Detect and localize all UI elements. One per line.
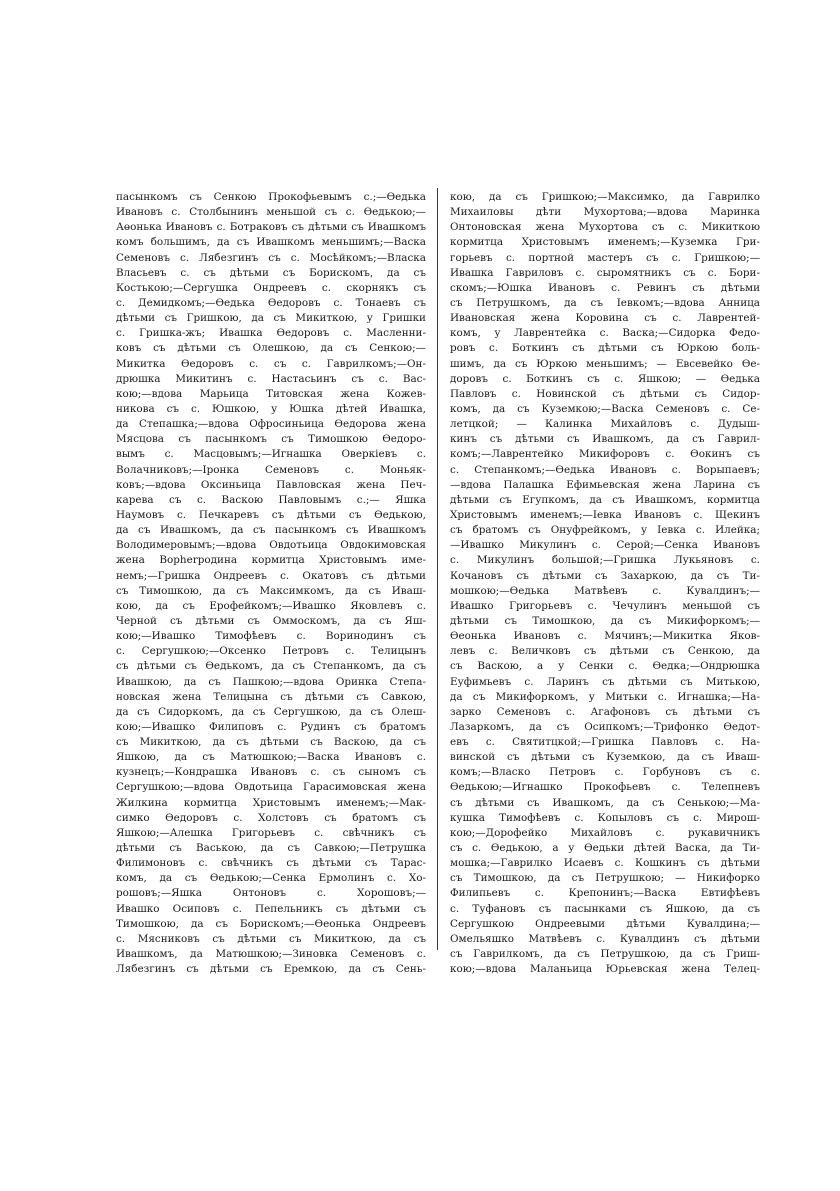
text-line: кою, да съ Ерофейкомъ;—Ивашко Яковлевъ с. — [116, 599, 426, 612]
text-line: да съ Сидоркомъ, да съ Сергушкою, да съ Олеш- — [116, 705, 426, 718]
left-text-column — [116, 190, 426, 977]
text-line: пасынкомъ съ Сенкою Прокофьевымъ с.;—Өедька — [116, 191, 426, 203]
text-line: рошовъ;—Яшка Онтоновъ с. Хорошовъ;— — [116, 887, 426, 900]
text-line: с. Туфановъ съ пасынками съ Яшкою, да съ — [450, 902, 760, 915]
text-line: Тимошкою, да съ Борискомъ;—Өеонька Ондреевъ — [116, 917, 426, 930]
text-line: кою;—вдова Маланьица Юрьевская жена Телец- — [450, 963, 760, 976]
text-line: Филипьевъ с. Крепонинъ;—Васка Евтифѣевъ — [450, 887, 760, 900]
text-line: симко Өедоровъ с. Холстовъ съ братомъ съ — [116, 811, 426, 824]
text-line: Онтоновская жена Мухортова съ с. Микиткою — [450, 221, 760, 234]
text-line: Ивашко Григорьевъ с. Чечулинъ меньшой съ — [450, 599, 760, 612]
text-line: да съ Микифоркомъ, у Митьки с. Игнашка;—На- — [450, 690, 760, 703]
text-line: дѣтьми съ Ваською, да съ Савкою;—Петрушка — [116, 842, 426, 855]
text-line: съ Микиткою, да съ дѣтьми съ Васкою, да съ — [116, 736, 426, 749]
text-line: Наумовъ с. Печкаревъ съ дѣтьми съ Өедькою, — [116, 508, 426, 521]
text-line: —Ивашко Микулинъ с. Серой;—Сенка Ивановъ — [450, 539, 760, 552]
text-line: съ дѣтьми съ Ивашкомъ, да съ Сенькою;—Ма- — [450, 796, 760, 809]
text-line: комъ, у Лаврентейка с. Васка;—Сидорка Федо- — [450, 327, 760, 340]
text-line: мошка;—Гаврилко Исаевъ с. Кошкинъ съ дѣтьми — [450, 857, 760, 870]
text-line: Христовымъ именемъ;—Іевка Ивановъ с. Щекинъ — [450, 508, 760, 521]
text-line: Яшкою, да съ Матюшкою;—Васка Ивановъ с. — [116, 751, 426, 764]
text-line: —вдова Палашка Ефимьевская жена Ларина съ — [450, 478, 760, 491]
text-line: горьевъ с. портной мастеръ съ с. Гришкою;— — [450, 251, 760, 264]
text-line: Володимеровымъ;—вдова Овдотьица Овдокимовская — [116, 539, 426, 552]
text-line: Еуфимьевъ с. Ларинъ съ дѣтьми съ Митькою, — [450, 675, 760, 688]
text-line: Кочановъ съ дѣтьми съ Захаркою, да съ Ти- — [450, 569, 760, 582]
text-line: да Степашка;—вдова Офросиньица Өедорова жена — [116, 418, 426, 431]
text-line: немъ;—Гришка Ондреевъ с. Окатовъ съ дѣтьми — [116, 569, 426, 582]
text-line: Ивашкою, да съ Пашкою;—вдова Оринка Степа- — [116, 675, 426, 688]
text-line: дѣтьми съ Гришкою, да съ Микиткою, у Гришки — [116, 312, 426, 325]
text-line: кою;—вдова Марьица Титовская жена Кожев- — [116, 387, 426, 400]
text-line: никова съ с. Юшкою, у Юшка дѣтей Ивашка, — [116, 402, 426, 415]
right-text-column — [450, 190, 760, 977]
text-line: комъ;—Лаврентейко Микифоровъ с. Өокинъ съ — [450, 448, 760, 461]
text-line: Ивашка Гавриловъ с. сыромятникъ съ с. Бори- — [450, 266, 760, 279]
text-line: левъ с. Величковъ съ дѣтьми съ Сенкою, да — [450, 645, 760, 658]
text-line: Сергушкою;—вдова Овдотьица Гарасимовская жена — [116, 781, 426, 794]
text-line: кормитца Христовымъ именемъ;—Куземка Гри- — [450, 236, 760, 249]
text-line: комъ, да съ Өедькою;—Сенка Ермолинъ с. Хо- — [116, 872, 426, 885]
text-line: съ Тимошкою, да съ Петрушкою; — Никифорко — [450, 872, 760, 885]
text-line: кинъ съ дѣтьми съ Ивашкомъ, да съ Гаврил- — [450, 433, 760, 446]
text-line: кушка Тимофѣевъ с. Копыловъ съ с. Мирош- — [450, 811, 760, 824]
text-line: дѣтьми съ Тимошкою, да съ Микифоркомъ;— — [450, 614, 760, 627]
text-line: съ Васкою, а у Сенки с. Өедка;—Ондрюшка — [450, 660, 760, 673]
text-line: ковъ;—вдова Оксиньица Павловская жена Печ- — [116, 478, 426, 491]
text-line: Павловъ с. Новинской съ дѣтьми съ Сидор- — [450, 387, 760, 400]
text-line: съ Тимошкою, да съ Максимкомъ, да съ Иваш- — [116, 584, 426, 597]
text-line: Волачниковъ;—Іронка Семеновъ с. Моньяк- — [116, 463, 426, 476]
text-line: да съ Ивашкомъ, да съ пасынкомъ съ Ивашкомъ — [116, 524, 426, 537]
text-line: дѣтьми съ Егупкомъ, да съ Ивашкомъ, кормитца — [450, 493, 760, 506]
text-line: кою;—Ивашко Филиповъ с. Рудинъ съ братомъ — [116, 720, 426, 733]
text-line: винской съ дѣтьми съ Куземкою, да съ Иваш- — [450, 751, 760, 764]
text-line: Костькою;—Сергушка Ондреевъ с. скорнякъ съ — [116, 281, 426, 294]
text-line: новская жена Телицына съ дѣтьми съ Савкою, — [116, 690, 426, 703]
text-line: жена Ворherродина кормитца Христовымъ име- — [116, 554, 426, 567]
text-line: Черной съ дѣтьми съ Оммоскомъ, да съ Яш- — [116, 614, 426, 627]
text-line: кою, да съ Гришкою;—Максимко, да Гаврилко — [450, 191, 760, 203]
text-line: с. Степанкомъ;—Өедька Ивановъ с. Ворыпаевъ; — [450, 463, 760, 476]
text-line: Лябезгинъ съ дѣтьми съ Еремкою, да съ Сень- — [116, 963, 426, 976]
text-line: съ Петрушкомъ, да съ Іевкомъ;—вдова Анница — [450, 296, 760, 309]
text-line: Өеонька Ивановъ с. Мячинъ;—Микитка Яков- — [450, 630, 760, 643]
text-line: с. Мясниковъ съ дѣтьми съ Микиткою, да съ — [116, 932, 426, 945]
text-line: Ивановская жена Коровина съ с. Лаврентей- — [450, 312, 760, 325]
text-line: Яшкою;—Алешка Григорьевъ с. свѣчникъ съ — [116, 826, 426, 839]
text-line: с. Гришка-жъ; Ивашка Өедоровъ с. Масленни- — [116, 327, 426, 340]
text-line: Өедькою;—Игнашко Прокофьевъ с. Телепневъ — [450, 781, 760, 794]
text-line: Сергушкою Ондреевыми дѣтьми Кувалдина;— — [450, 917, 760, 930]
text-line: Филимоновъ с. свѣчникъ съ дѣтьми съ Тарас- — [116, 857, 426, 870]
text-line: Микитка Өедоровъ с. съ с. Гаврилкомъ;—Он- — [116, 357, 426, 370]
text-line: съ с. Өедькою, а у Өедьки дѣтей Васка, да Ти- — [450, 842, 760, 855]
text-line: шимъ, да съ Юркою меньшимъ; — Евсевейко Өе- — [450, 357, 760, 370]
text-line: Жилкина кормитца Христовымъ именемъ;—Мак- — [116, 796, 426, 809]
text-line: комъ большимъ, да съ Ивашкомъ меньшимъ;—Васка — [116, 236, 426, 249]
text-line: зарко Семеновъ с. Агафоновъ съ дѣтьми съ — [450, 705, 760, 718]
text-line: Семеновъ с. Лябезгинъ съ с. Мосѣйкомъ;—Власка — [116, 251, 426, 264]
text-line: Ивашкомъ, да Матюшкою;—Зиновка Семеновъ с. — [116, 948, 426, 961]
text-line: скомъ;—Юшка Ивановъ с. Ревинъ съ дѣтьми — [450, 281, 760, 294]
text-line: Михаиловы дѣти Мухортова;—вдова Маринка — [450, 206, 760, 219]
text-line: кузнецъ;—Кондрашка Ивановъ с. съ сыномъ съ — [116, 766, 426, 779]
text-line: съ братомъ съ Онуфрейкомъ, у Іевка с. Илейка; — [450, 524, 760, 537]
text-line: Мясцова съ пасынкомъ съ Тимошкою Өедоро- — [116, 433, 426, 446]
text-line: с. Демидкомъ;—Өедька Өедоровъ с. Тонаевъ съ — [116, 296, 426, 309]
text-line: Омельяшко Матвѣевъ с. Кувалдинъ съ дѣтьми — [450, 932, 760, 945]
text-line: ковъ съ дѣтьми съ Олешкою, да съ Сенкою;— — [116, 342, 426, 355]
text-line: с. Микулинъ большой;—Гришка Лукьяновъ с. — [450, 554, 760, 567]
text-line: Ивановъ с. Столбынинъ меньшой съ с. Өедькою;— — [116, 206, 426, 219]
text-line: комъ;—Власко Петровъ с. Горбуновъ съ с. — [450, 766, 760, 779]
text-line: карева съ с. Васкою Павловымъ с.;— Яшка — [116, 493, 426, 506]
text-line: вымъ с. Масцовымъ;—Игнашка Оверкіевъ с. — [116, 448, 426, 461]
column-divider — [437, 188, 438, 950]
text-line: Аөонька Ивановъ с. Ботраковъ съ дѣтьми съ Ивашкомъ — [116, 221, 426, 234]
text-line: съ дѣтьми съ Өедькомъ, да съ Степанкомъ, да съ — [116, 660, 426, 673]
text-line: Власьевъ с. съ дѣтьми съ Борискомъ, да съ — [116, 266, 426, 279]
text-line: доровъ с. Боткинъ съ с. Яшкою; — Өедька — [450, 372, 760, 385]
text-line: ровъ с. Боткинъ съ дѣтьми съ Юркою боль- — [450, 342, 760, 355]
text-line: с. Сергушкою;—Оксенко Петровъ с. Телицынъ — [116, 645, 426, 658]
text-line: съ Гаврилкомъ, да съ Петрушкою, да съ Гриш- — [450, 948, 760, 961]
text-line: дрюшка Микитинъ с. Настасьинъ съ с. Вас- — [116, 372, 426, 385]
text-line: Ивашко Осиповъ с. Пепельникъ съ дѣтьми съ — [116, 902, 426, 915]
text-line: евъ с. Святитцкой;—Гришка Павловъ с. На- — [450, 736, 760, 749]
text-line: кою;—Ивашко Тимофѣевъ с. Воринодинъ съ — [116, 630, 426, 643]
text-line: летцкой; — Калинка Михайловъ с. Дудыш- — [450, 418, 760, 431]
text-line: кою;—Дорофейко Михайловъ с. рукавичникъ — [450, 826, 760, 839]
text-line: мошкою;—Өедька Матвѣевъ с. Кувалдинъ;— — [450, 584, 760, 597]
text-line: комъ, да съ Куземкою;—Васка Семеновъ с. Се- — [450, 402, 760, 415]
text-line: Лазаркомъ, да съ Осипкомъ;—Трифонко Өедот- — [450, 720, 760, 733]
